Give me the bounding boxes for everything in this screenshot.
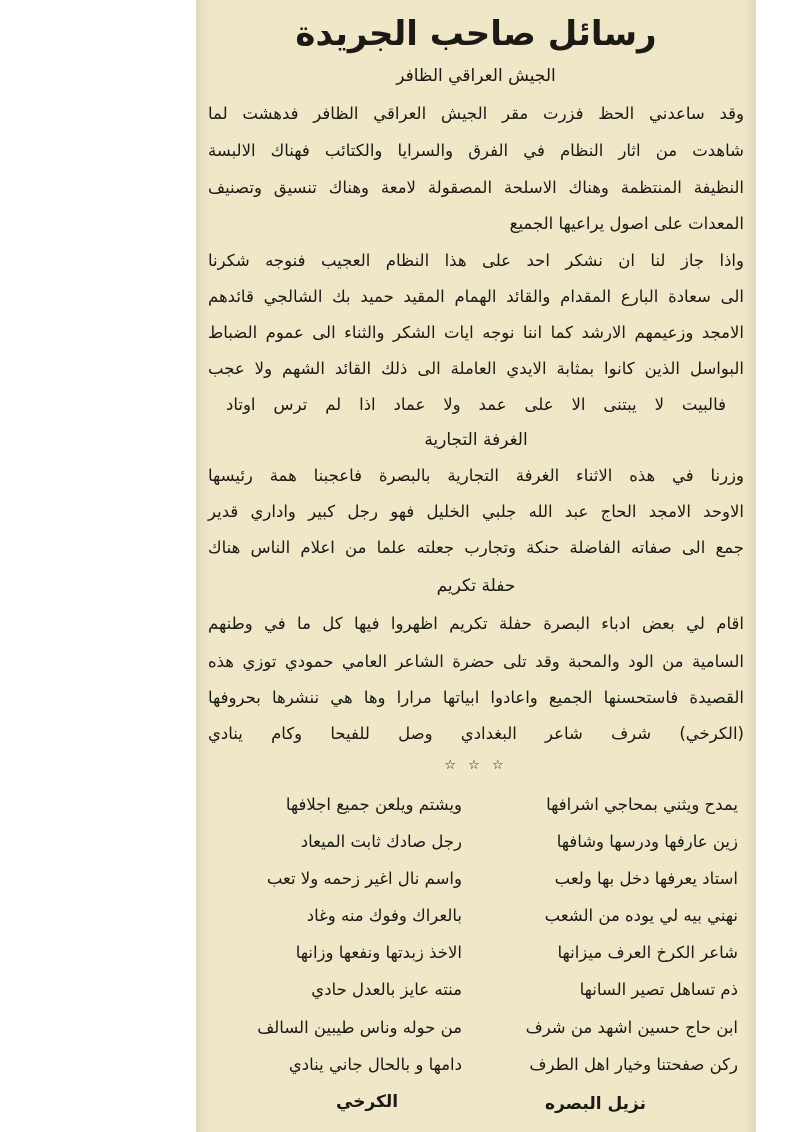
text-line: الامجد وزعيمهم الارشد كما اننا نوجه ايات الشكر والثناء الى عموم الضباط <box>208 323 744 342</box>
text-line: البواسل الذين كانوا بمثابة الايدي العاملة الى ذلك القائد الشهم ولا عجب <box>208 359 744 378</box>
page-title: رسائل صاحب الجريدة <box>295 14 657 54</box>
signature-right: نزيل البصره <box>545 1094 646 1114</box>
section-heading-chamber: الغرفة التجارية <box>424 430 528 450</box>
poem-hemistich-left: رجل صادك ثابت الميعاد <box>300 832 462 851</box>
text-line: المعدات على اصول يراعيها الجميع <box>509 214 744 233</box>
text-line: وزرنا في هذه الاثناء الغرفة التجارية بالبصرة فاعجبنا همة رئيسها <box>208 466 744 485</box>
poem-hemistich-right: زين عارفها ودرسها وشافها <box>556 832 738 851</box>
poem-hemistich-right: شاعر الكرخ العرف ميزانها <box>557 943 738 962</box>
left-margin <box>0 0 196 1132</box>
section-heading-army: الجيش العراقي الظافر <box>396 66 556 86</box>
text-line: شاهدت من اثار النظام في الفرق والسرايا والكتائب فهناك الالبسة <box>208 141 744 160</box>
poem-hemistich-left: منته عايز بالعدل حادي <box>311 980 462 999</box>
poem-hemistich-right: يمدح ويثني بمحاجي اشرافها <box>546 795 738 814</box>
star-separator: ☆ ☆ ☆ <box>444 758 508 773</box>
text-line: واذا جاز لنا ان نشكر احد على هذا النظام العجيب فنوجه شكرنا <box>208 251 744 270</box>
verse-line: فالبيت لا يبتنى الا على عمد ولا عماد اذا لم ترس اوتاد <box>226 395 726 414</box>
poem-hemistich-right: ركن صفحتنا وخيار اهل الطرف <box>529 1055 738 1074</box>
poem-hemistich-left: واسم نال اغير زحمه ولا تعب <box>266 869 462 888</box>
poem-hemistich-left: دامها و بالحال جاني ينادي <box>288 1055 462 1074</box>
poem-hemistich-left: ويشتم ويلعن جميع اجلافها <box>285 795 462 814</box>
poem-hemistich-right: نهني بيه لي يوده من الشعب <box>544 906 738 925</box>
text-line: اقام لي بعض ادباء البصرة حفلة تكريم اظهروا فيها كل ما في وطنهم <box>208 614 744 633</box>
right-margin <box>756 0 800 1132</box>
poem-hemistich-right: استاد يعرفها دخل بها ولعب <box>554 869 738 888</box>
text-line: جمع الى صفاته الفاضلة حنكة وتجارب جعلته علما من اعلام الناس هناك <box>208 538 744 557</box>
section-heading-ceremony: حفلة تكريم <box>436 576 516 596</box>
poem-hemistich-left: من حوله وناس طيبين السالف <box>257 1018 462 1037</box>
signature-left: الكرخي <box>336 1092 399 1112</box>
poem-hemistich-right: ذم تساهل تصير السانها <box>579 980 738 999</box>
newspaper-column <box>196 0 756 1132</box>
poem-hemistich-right: ابن حاج حسين اشهد من شرف <box>525 1018 738 1037</box>
text-line: الاوحد الامجد الحاج عبد الله جلبي الخليل فهو رجل كبير واداري قدير <box>208 502 744 521</box>
text-line: النظيفة المنتظمة وهناك الاسلحة المصقولة لامعة وهناك تنسيق وتصنيف <box>208 178 744 197</box>
text-line: القصيدة فاستحسنها الجميع واعادوا ابياتها مرارا وها هي ننشرها بحروفها <box>208 688 744 707</box>
poem-hemistich-left: بالعراك وفوك منه وغاد <box>306 906 462 925</box>
text-line: وقد ساعدني الحظ فزرت مقر الجيش العراقي الظافر فدهشت لما <box>208 104 744 123</box>
text-line: الى سعادة البارع المقدام والقائد الهمام المقيد حميد بك الشالجي قائدهم <box>208 287 744 306</box>
text-line: السامية من الود والمحبة وقد تلى حضرة الشاعر العامي حمودي توزي هذه <box>208 652 744 671</box>
poem-hemistich-left: الاخذ زبدتها ونفعها وزانها <box>295 943 462 962</box>
text-line: (الكرخي) شرف شاعر البغدادي وصل للفيحا وكام ينادي <box>208 724 744 743</box>
